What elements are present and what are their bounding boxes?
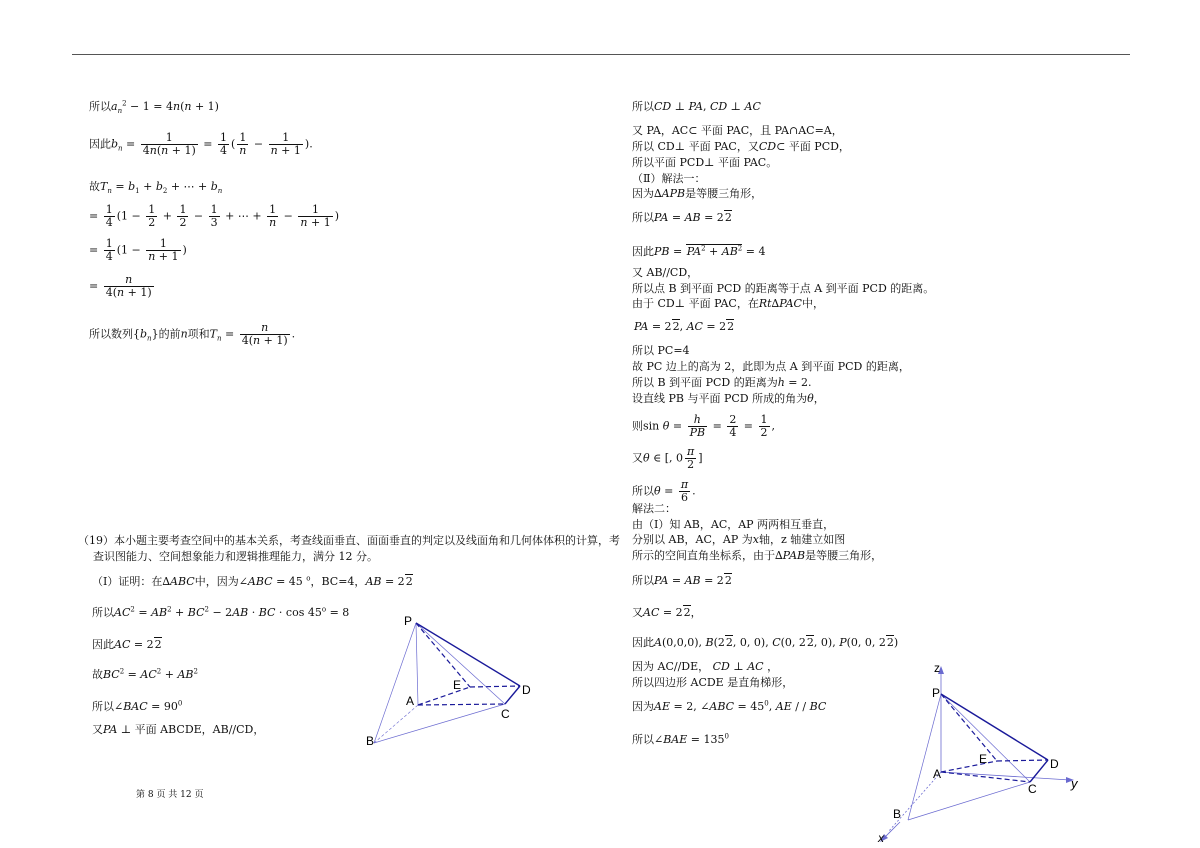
eq-cosine-law: 所以$AC^2 = AB^2 + BC^2 - 2AB$ · BC · $\cos 45^o = 8$: [92, 605, 350, 619]
top-rule: [72, 54, 1130, 55]
eq-tn-result: = $\frac{n}{4(n + 1)}$: [89, 273, 152, 299]
r-line-5: （Ⅱ）解法一：: [632, 172, 706, 185]
r-cd-perp: 所以CD ⊥ PA, CD ⊥ AC: [632, 100, 761, 113]
r-line-11: 由于 CD⊥ 平面 PAC，在Rt∆PAC中，: [632, 297, 824, 310]
r-line-20: 由（Ⅰ）知 AB，AC，AP 两两相互垂直，: [632, 518, 835, 531]
pa-perp-plane: 又PA ⊥ 平面 ABCDE，AB//CD，: [92, 723, 265, 736]
q19-intro-line1: （19）本小题主要考查空间中的基本关系，考查线面垂直、面面垂直的判定以及线面角和几何体体积的计算，考: [78, 534, 620, 547]
r-line-26: 因为 AC//DE， CD ⊥ AC ，: [632, 660, 779, 673]
r-line-27: 所以四边形 ACDE 是直角梯形，: [632, 676, 794, 689]
r-line-12: 所以 PC=4: [632, 344, 690, 357]
r-theta-range: 又θ ∈ [, 0 $\frac{\pi}{2}$ ]: [632, 445, 703, 471]
fig2-label-z: z: [934, 661, 940, 675]
r-line-4: 所以平面 PCD⊥ 平面 PAC。: [632, 156, 778, 169]
r-ac-2: 又AC = 22，: [632, 606, 702, 619]
r-sin-theta: 则sin θ = $\frac{h}{PB}$ = $\frac{2}{4}$ = $\frac{1}{2}$ ,: [632, 413, 776, 439]
eq-tn-telescope: = $\frac{1}{4}$ (1 − $\frac{1}{n + 1}$ ): [89, 237, 187, 263]
r-line-13: 故 PC 边上的高为 2，此即为点 A 到平面 PCD 的距离，: [632, 360, 910, 373]
proof-part1-start: （Ⅰ）证明：在∆ABC中，因为∠ABC = 45 $^o$，BC=4，AB = 22: [92, 574, 413, 588]
r-pa-ac: PA = 22, AC = 22: [634, 320, 735, 333]
eq-tn-sum: 故$T_n = b_1 + b_2$ + ⋯ + $b_n$: [89, 180, 223, 196]
r-pa-ab: 所以PA = AB = 22: [632, 211, 732, 224]
page-footer: 第 8 页 共 12 页: [136, 790, 204, 800]
fig2-label-c: C: [1028, 782, 1037, 796]
pyramid-figure-1: [360, 608, 540, 748]
fig2-label-x: x: [878, 831, 884, 845]
fig1-label-b: B: [366, 734, 375, 748]
r-line-9: 又 AB//CD，: [632, 266, 699, 279]
fig1-label-a: A: [406, 694, 415, 708]
fig1-label-d: D: [522, 683, 531, 697]
fig1-label-e: E: [453, 678, 462, 692]
fig1-label-p: P: [404, 614, 413, 628]
fig2-label-d: D: [1050, 757, 1059, 771]
eq-right-angle: 所以∠BAC = $90^0$: [92, 699, 183, 713]
eq-tn-expand: = $\frac{1}{4}$ (1 − $\frac{1}{2}$ + $\frac{1}{2}$ − $\frac{1}{3}$ + ⋯ + $\frac{1}{n}$ − $\frac{1}{n + 1}$ ): [89, 203, 339, 229]
r-line-19: 解法二：: [632, 502, 676, 515]
fig2-label-p: P: [932, 686, 941, 700]
fig1-label-c: C: [501, 707, 510, 721]
r-line-21: 分别以 AB，AC，AP 为x轴，z 轴建立如图: [632, 533, 846, 546]
fig2-label-e: E: [979, 752, 988, 766]
r-coordinates: 因此A(0,0,0), B(22, 0, 0), C(0, 22, 0), P(0, 0, 22): [632, 636, 899, 649]
r-line-10: 所以点 B 到平面 PCD 的距离等于点 A 到平面 PCD 的距离。: [632, 282, 935, 295]
eq-final-conclusion: 所以数列$\{b_n\}$的前n项和$T_n$ = $\frac{n}{4(n + 1)}$ .: [89, 321, 296, 347]
fig2-label-b: B: [893, 807, 902, 821]
eq-an-squared: 所以$a_n^2 - 1 = 4n(n + 1)$: [89, 99, 219, 116]
r-pa-ab-2: 所以PA = AB = 22: [632, 574, 732, 587]
r-line-22: 所示的空间直角坐标系，由于∆PAB是等腰三角形，: [632, 549, 883, 562]
r-line-15: 设直线 PB 与平面 PCD 所成的角为θ，: [632, 392, 825, 405]
r-pb: 因此PB = $PA^2 + AB^2 = 4$: [632, 244, 766, 258]
pyramid-figure-2: [870, 660, 1085, 845]
q19-intro-line2: 查识图能力、空间想象能力和逻辑推理能力，满分 12 分。: [93, 550, 378, 563]
r-ae-angle: 因为AE = 2, ∠ABC = $45^0$, AE / / BC: [632, 699, 827, 713]
fig2-label-a: A: [933, 767, 942, 781]
eq-bn: 因此$b_n$ = $\frac{1}{4n(n + 1)}$ = $\frac{1}{4}$ ( $\frac{1}{n}$ − $\frac{1}{n + 1}$ ).: [89, 131, 313, 157]
r-line-3: 所以 CD⊥ 平面 PAC，又CD⊂ 平面 PCD，: [632, 140, 850, 153]
eq-pythagoras: 故$BC^2 = AC^2 + AB^2$: [92, 667, 198, 681]
fig2-label-y: y: [1071, 776, 1078, 791]
r-line-2: 又 PA，AC⊂ 平面 PAC，且 PA∩AC=A，: [632, 124, 843, 137]
r-theta-value: 所以θ = $\frac{\pi}{6}$ .: [632, 478, 696, 504]
eq-ac-value: 因此AC = 22: [92, 638, 162, 651]
r-line-14: 所以 B 到平面 PCD 的距离为h = 2.: [632, 376, 812, 389]
r-bae-angle: 所以∠BAE = $135^0$: [632, 732, 729, 746]
r-line-6: 因为∆APB是等腰三角形，: [632, 187, 763, 200]
